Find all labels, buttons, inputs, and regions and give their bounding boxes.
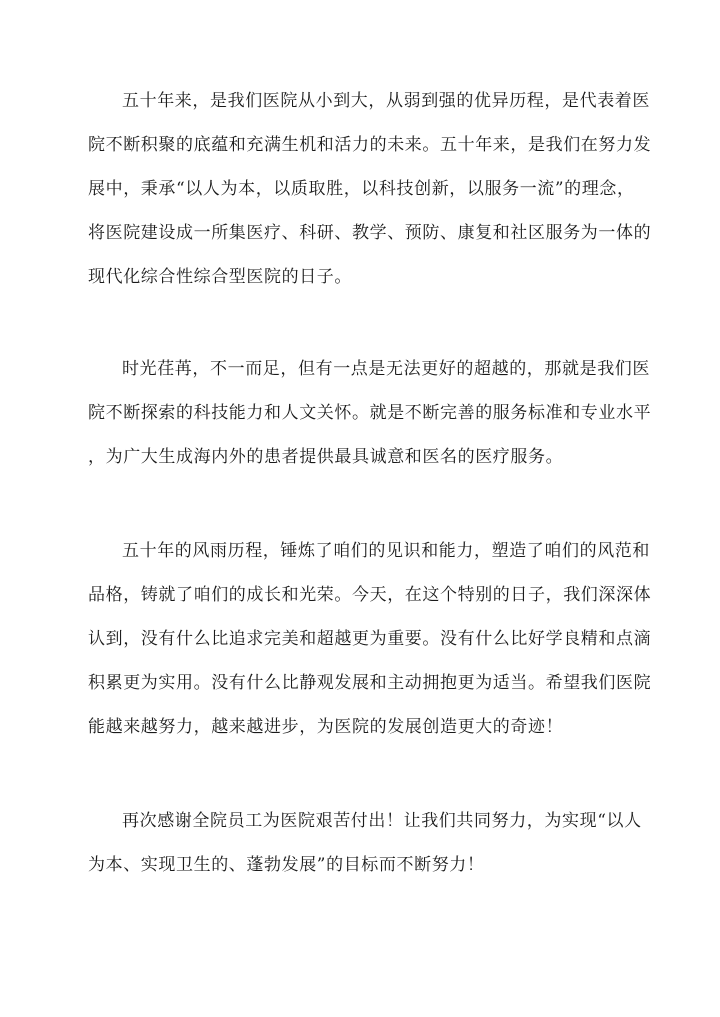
text-line: 现代化综合性综合型医院的日子。 [88, 267, 352, 287]
text-line: 积累更为实用。没有什么比静观发展和主动拥抱更为适当。希望我们医院 [88, 673, 652, 693]
paragraph-technology-humanity [88, 347, 652, 479]
text-line: 将医院建设成一所集医疗、科研、教学、预防、康复和社区服务为一体的 [88, 223, 652, 243]
paragraph-thanks-closing [88, 799, 642, 887]
text-line: 院不断积聚的底蕴和充满生机和活力的未来。五十年来，是我们在努力发 [88, 135, 652, 155]
paragraph-anniversary-history [88, 79, 652, 299]
text-line: 五十年来，是我们医院从小到大，从弱到强的优异历程，是代表着医 [122, 91, 650, 111]
text-line: 为本、实现卫生的、蓬勃发展”的目标而不断努力！ [88, 855, 485, 875]
text-line: 认到，没有什么比追求完美和超越更为重要。没有什么比好学良精和点滴 [88, 629, 652, 649]
text-line: 时光荏苒，不一而足，但有一点是无法更好的超越的，那就是我们医 [122, 359, 650, 379]
text-line: 品格，铸就了咱们的成长和光荣。今天，在这个特别的日子，我们深深体 [88, 585, 652, 605]
text-line: 院不断探索的科技能力和人文关怀。就是不断完善的服务标准和专业水平 [88, 403, 652, 423]
paragraph-fifty-years-journey [88, 529, 652, 749]
text-line: 再次感谢全院员工为医院艰苦付出！让我们共同努力，为实现“以人 [122, 811, 642, 831]
text-line: 展中，秉承“以人为本，以质取胜，以科技创新，以服务一流”的理念， [88, 179, 635, 199]
text-line: 能越来越努力，越来越进步，为医院的发展创造更大的奇迹！ [88, 717, 564, 737]
text-line: ，为广大生成海内外的患者提供最具诚意和医名的医疗服务。 [88, 447, 564, 467]
text-line: 五十年的风雨历程，锤炼了咱们的见识和能力，塑造了咱们的风范和 [122, 541, 650, 561]
